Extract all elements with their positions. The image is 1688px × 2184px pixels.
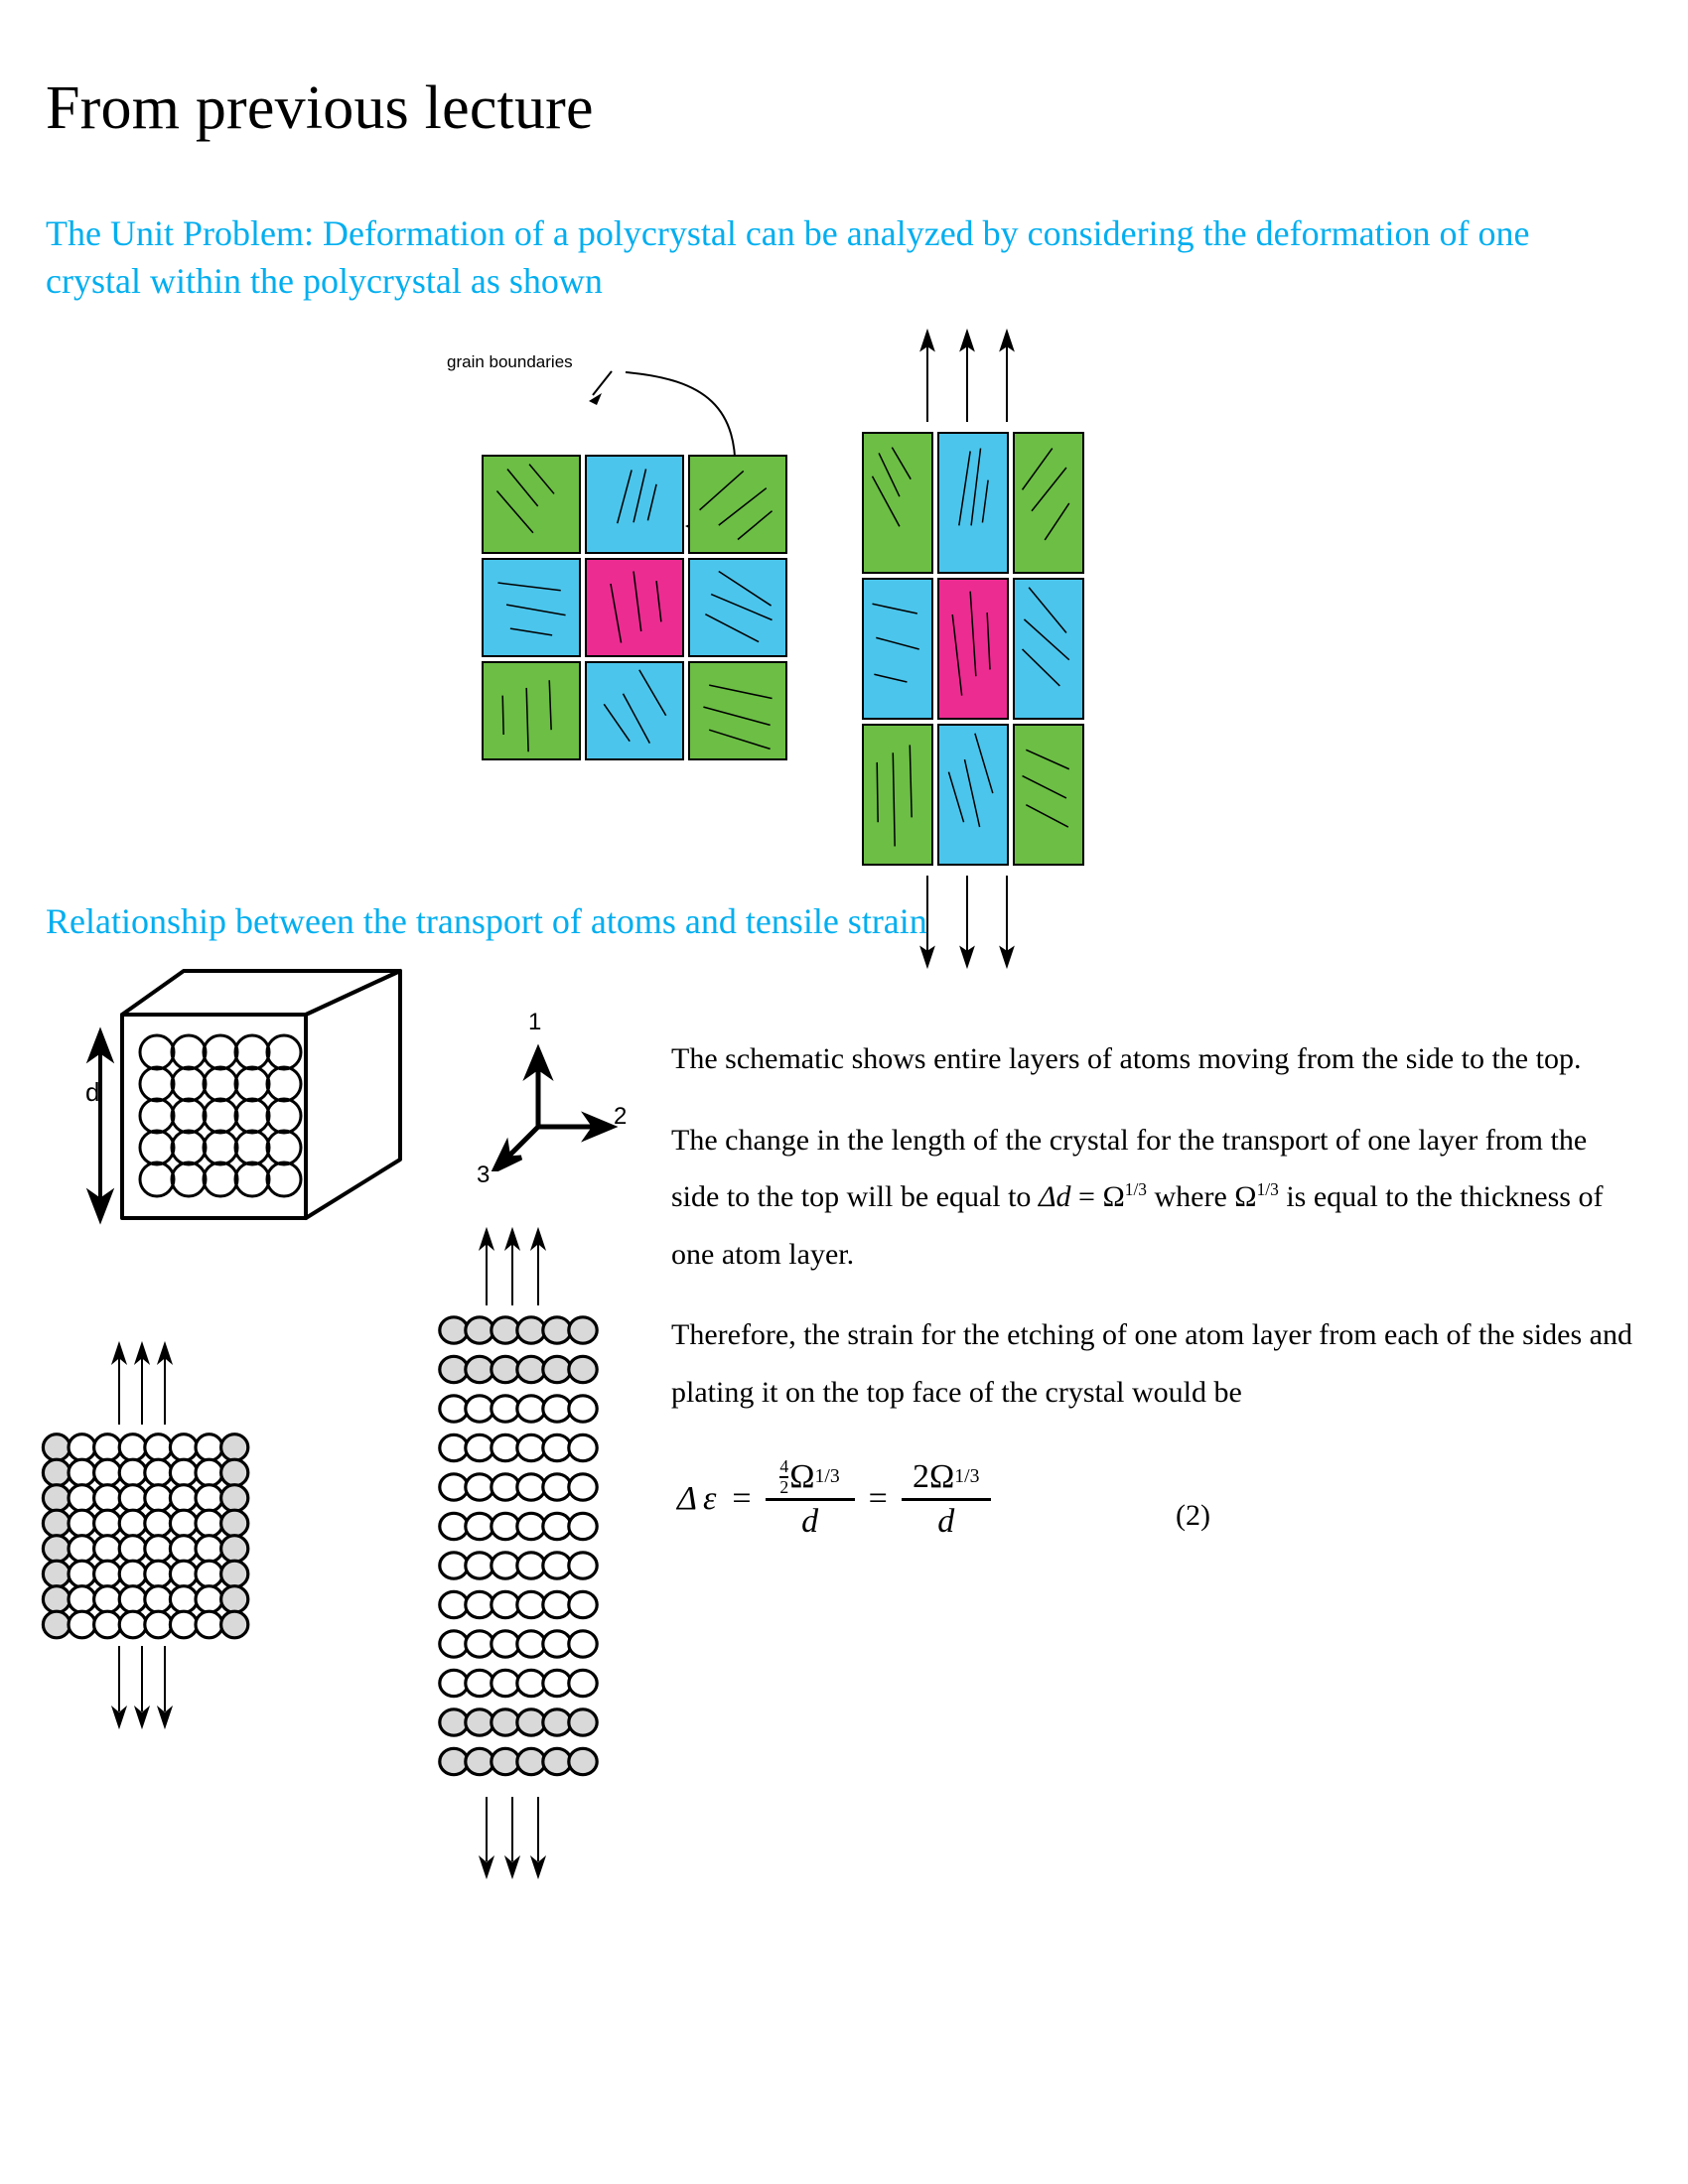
atom (94, 1459, 121, 1486)
atom (145, 1510, 172, 1537)
atom (43, 1485, 70, 1512)
atom (543, 1553, 571, 1578)
grain-grid-undeformed (482, 455, 787, 760)
atom (492, 1709, 519, 1735)
atom (440, 1670, 468, 1696)
atom (196, 1586, 222, 1613)
atom (196, 1434, 222, 1461)
grain-cell (688, 455, 787, 554)
atom (94, 1434, 121, 1461)
atom (440, 1513, 468, 1539)
atom (440, 1553, 468, 1578)
atom (517, 1513, 545, 1539)
equation-number: (2) (1176, 1499, 1210, 1532)
atom (569, 1631, 597, 1657)
atom (221, 1561, 248, 1587)
explanation-p2-text-2: where (1147, 1180, 1235, 1214)
atom (466, 1709, 493, 1735)
atom (440, 1434, 468, 1460)
equation-block (671, 1457, 1634, 1576)
atom (466, 1317, 493, 1343)
explanation-p2-text-3: is equal to the thickness of one atom layer. (671, 1180, 1604, 1271)
atom (43, 1561, 70, 1587)
atom (221, 1485, 248, 1512)
atom (543, 1396, 571, 1422)
equation-coefficient-2: 2 (913, 1457, 930, 1495)
math-delta-d-equals-omega (1039, 1180, 1147, 1213)
atom (466, 1670, 493, 1696)
atom (569, 1356, 597, 1382)
atom (145, 1434, 172, 1461)
atom (119, 1536, 146, 1563)
axis-label-1: 1 (528, 1009, 542, 1035)
atom (492, 1631, 519, 1657)
section-heading-unit-problem: The Unit Problem: Deformation of a polycrystal can be analyzed by considering the deformation of one crystal within the polycrystal as shown (46, 213, 1530, 301)
grain-cell (1013, 578, 1084, 720)
explanation-paragraph-3: Therefore, the strain for the etching of one atom layer from each of the sides and plating it on the top face of the crystal would be (671, 1318, 1632, 1409)
explanation-p2-text-1: The change in the length of the crystal for the transport of one layer from the side to the top will be equal to (671, 1123, 1588, 1214)
atom (170, 1586, 197, 1613)
axis-triad (467, 1009, 645, 1211)
equation-omega-1-exponent: 1/3 (814, 1465, 840, 1488)
atom (69, 1434, 95, 1461)
atom (196, 1611, 222, 1638)
equation-mini-fraction-top: 4 (779, 1456, 789, 1476)
grain-cell (937, 432, 1009, 574)
atom (43, 1510, 70, 1537)
atom (466, 1591, 493, 1617)
atom (145, 1536, 172, 1563)
atom (492, 1317, 519, 1343)
axis-triad-icon (467, 1013, 645, 1171)
equation-fraction-2 (898, 1458, 995, 1541)
atom (569, 1317, 597, 1343)
atom (492, 1356, 519, 1382)
atom (69, 1611, 95, 1638)
atom (221, 1586, 248, 1613)
explanation-paragraph-1: The schematic shows entire layers of atoms moving from the side to the top. (671, 1042, 1582, 1075)
equation-delta: Δ (677, 1480, 697, 1518)
atom (569, 1513, 597, 1539)
grain-cell (482, 558, 581, 657)
grain-cell (585, 661, 684, 760)
atom (43, 1434, 70, 1461)
atom (145, 1459, 172, 1486)
grain-cell (1013, 724, 1084, 866)
atom (543, 1474, 571, 1500)
atom (221, 1434, 248, 1461)
atom (170, 1510, 197, 1537)
explanation-column (671, 1030, 1634, 1445)
atom (43, 1586, 70, 1613)
atom-pack-tall-figure (427, 1226, 645, 1931)
grain-cell (688, 558, 787, 657)
atom (543, 1591, 571, 1617)
atom (466, 1396, 493, 1422)
equation-omega-2: Ω (929, 1457, 955, 1495)
equation-fraction-1 (762, 1457, 859, 1541)
atom (543, 1317, 571, 1343)
equation-expression (671, 1457, 995, 1541)
atom (170, 1434, 197, 1461)
atom (440, 1748, 468, 1774)
grain-cell-center (937, 578, 1009, 720)
atom (119, 1510, 146, 1537)
grain-cell (482, 661, 581, 760)
atom (170, 1485, 197, 1512)
atom (94, 1536, 121, 1563)
atom (466, 1553, 493, 1578)
equation-fraction-2-numerator (905, 1458, 987, 1498)
math-delta-d: Δd (1038, 1180, 1071, 1214)
atom (543, 1670, 571, 1696)
atom (492, 1396, 519, 1422)
atom (221, 1510, 248, 1537)
atom (119, 1586, 146, 1613)
equation-equals-2: = (868, 1480, 888, 1518)
grain-grid-deformed (862, 432, 1084, 866)
grain-cell-center (585, 558, 684, 657)
atom (196, 1510, 222, 1537)
atom (569, 1553, 597, 1578)
atom (492, 1591, 519, 1617)
grain-cell (482, 455, 581, 554)
atom (492, 1474, 519, 1500)
atom (119, 1459, 146, 1486)
atom (94, 1561, 121, 1587)
atom (466, 1434, 493, 1460)
atom (119, 1611, 146, 1638)
atom (492, 1513, 519, 1539)
math-omega-2-group (1234, 1180, 1279, 1213)
equation-epsilon: ε (702, 1480, 717, 1518)
atom (466, 1513, 493, 1539)
math-omega-1-exponent: 1/3 (1124, 1179, 1147, 1200)
atom (543, 1513, 571, 1539)
atom (543, 1709, 571, 1735)
atom (543, 1748, 571, 1774)
atom (170, 1536, 197, 1563)
crystal-dimension-label-d: d (85, 1077, 100, 1107)
atom (119, 1561, 146, 1587)
atom (569, 1474, 597, 1500)
equation-mini-fraction (779, 1457, 788, 1496)
atom (517, 1748, 545, 1774)
crystal-block-icon (55, 953, 452, 1261)
crystal-block-figure (55, 953, 452, 1261)
atom (69, 1485, 95, 1512)
atom (196, 1536, 222, 1563)
atom (440, 1396, 468, 1422)
atom (517, 1631, 545, 1657)
grain-cell (688, 661, 787, 760)
atom (492, 1553, 519, 1578)
equation-fraction-1-denominator: d (801, 1503, 819, 1541)
atom (221, 1459, 248, 1486)
atom (466, 1748, 493, 1774)
atom (43, 1459, 70, 1486)
atom (196, 1485, 222, 1512)
atom (440, 1591, 468, 1617)
equation-equals-1: = (732, 1480, 752, 1518)
atom (170, 1459, 197, 1486)
atom (543, 1356, 571, 1382)
atom (466, 1474, 493, 1500)
atom (119, 1434, 146, 1461)
section-heading-relationship: Relationship between the transport of atoms and tensile strain (46, 901, 927, 941)
atom (492, 1434, 519, 1460)
atom (517, 1670, 545, 1696)
math-omega-2: Ω (1234, 1180, 1257, 1214)
equation-fraction-2-denominator: d (937, 1502, 955, 1540)
atom (569, 1709, 597, 1735)
polycrystal-figure (417, 328, 1211, 893)
atom (145, 1611, 172, 1638)
atom (170, 1561, 197, 1587)
atom (145, 1561, 172, 1587)
equation-fraction-1-numerator (772, 1457, 847, 1498)
atom (43, 1536, 70, 1563)
atom (492, 1748, 519, 1774)
grain-cell (585, 455, 684, 554)
atom (440, 1474, 468, 1500)
atom (440, 1317, 468, 1343)
equation-mini-fraction-bottom: 2 (779, 1476, 789, 1497)
equation-omega-1: Ω (789, 1457, 815, 1495)
atom (543, 1631, 571, 1657)
atom (569, 1670, 597, 1696)
atom (145, 1586, 172, 1613)
atom (69, 1459, 95, 1486)
atom (69, 1536, 95, 1563)
atom (170, 1611, 197, 1638)
grain-boundaries-label: grain boundaries (447, 352, 573, 371)
atom (221, 1536, 248, 1563)
atom (69, 1586, 95, 1613)
atom (517, 1474, 545, 1500)
atom (517, 1434, 545, 1460)
atom (569, 1748, 597, 1774)
atom (466, 1631, 493, 1657)
atom (569, 1434, 597, 1460)
atom (94, 1510, 121, 1537)
atom (145, 1485, 172, 1512)
atom (196, 1561, 222, 1587)
atom (440, 1356, 468, 1382)
atom (569, 1396, 597, 1422)
atom (440, 1631, 468, 1657)
grain-cell (937, 724, 1009, 866)
atom (94, 1485, 121, 1512)
grain-cell (862, 724, 933, 866)
atom (69, 1510, 95, 1537)
atom (492, 1670, 519, 1696)
atom (466, 1356, 493, 1382)
atom (440, 1709, 468, 1735)
axis-label-2: 2 (614, 1103, 628, 1130)
atom (517, 1553, 545, 1578)
atom-pack-tall-icon (427, 1226, 645, 1931)
math-equals: = (1070, 1180, 1103, 1214)
atom-pack-square-figure (30, 1340, 288, 1926)
atom (543, 1434, 571, 1460)
equation-omega-2-exponent: 1/3 (954, 1465, 980, 1488)
page-title: From previous lecture (46, 74, 594, 142)
tensile-load-arrows-top (914, 328, 1033, 427)
atom (221, 1611, 248, 1638)
atom (517, 1356, 545, 1382)
atom (569, 1591, 597, 1617)
grain-cell (862, 432, 933, 574)
explanation-paragraph-2 (671, 1112, 1634, 1284)
grain-cell (862, 578, 933, 720)
grain-cell (1013, 432, 1084, 574)
atom (517, 1591, 545, 1617)
math-omega-1: Ω (1102, 1180, 1125, 1214)
math-omega-2-exponent: 1/3 (1256, 1179, 1279, 1200)
atom (517, 1317, 545, 1343)
atom (196, 1459, 222, 1486)
atom (94, 1586, 121, 1613)
atom (119, 1485, 146, 1512)
atom (94, 1611, 121, 1638)
atom (69, 1561, 95, 1587)
atom (43, 1611, 70, 1638)
atom (517, 1396, 545, 1422)
atom (517, 1709, 545, 1735)
axis-label-3: 3 (477, 1161, 491, 1188)
atom-pack-square-icon (30, 1340, 288, 1926)
